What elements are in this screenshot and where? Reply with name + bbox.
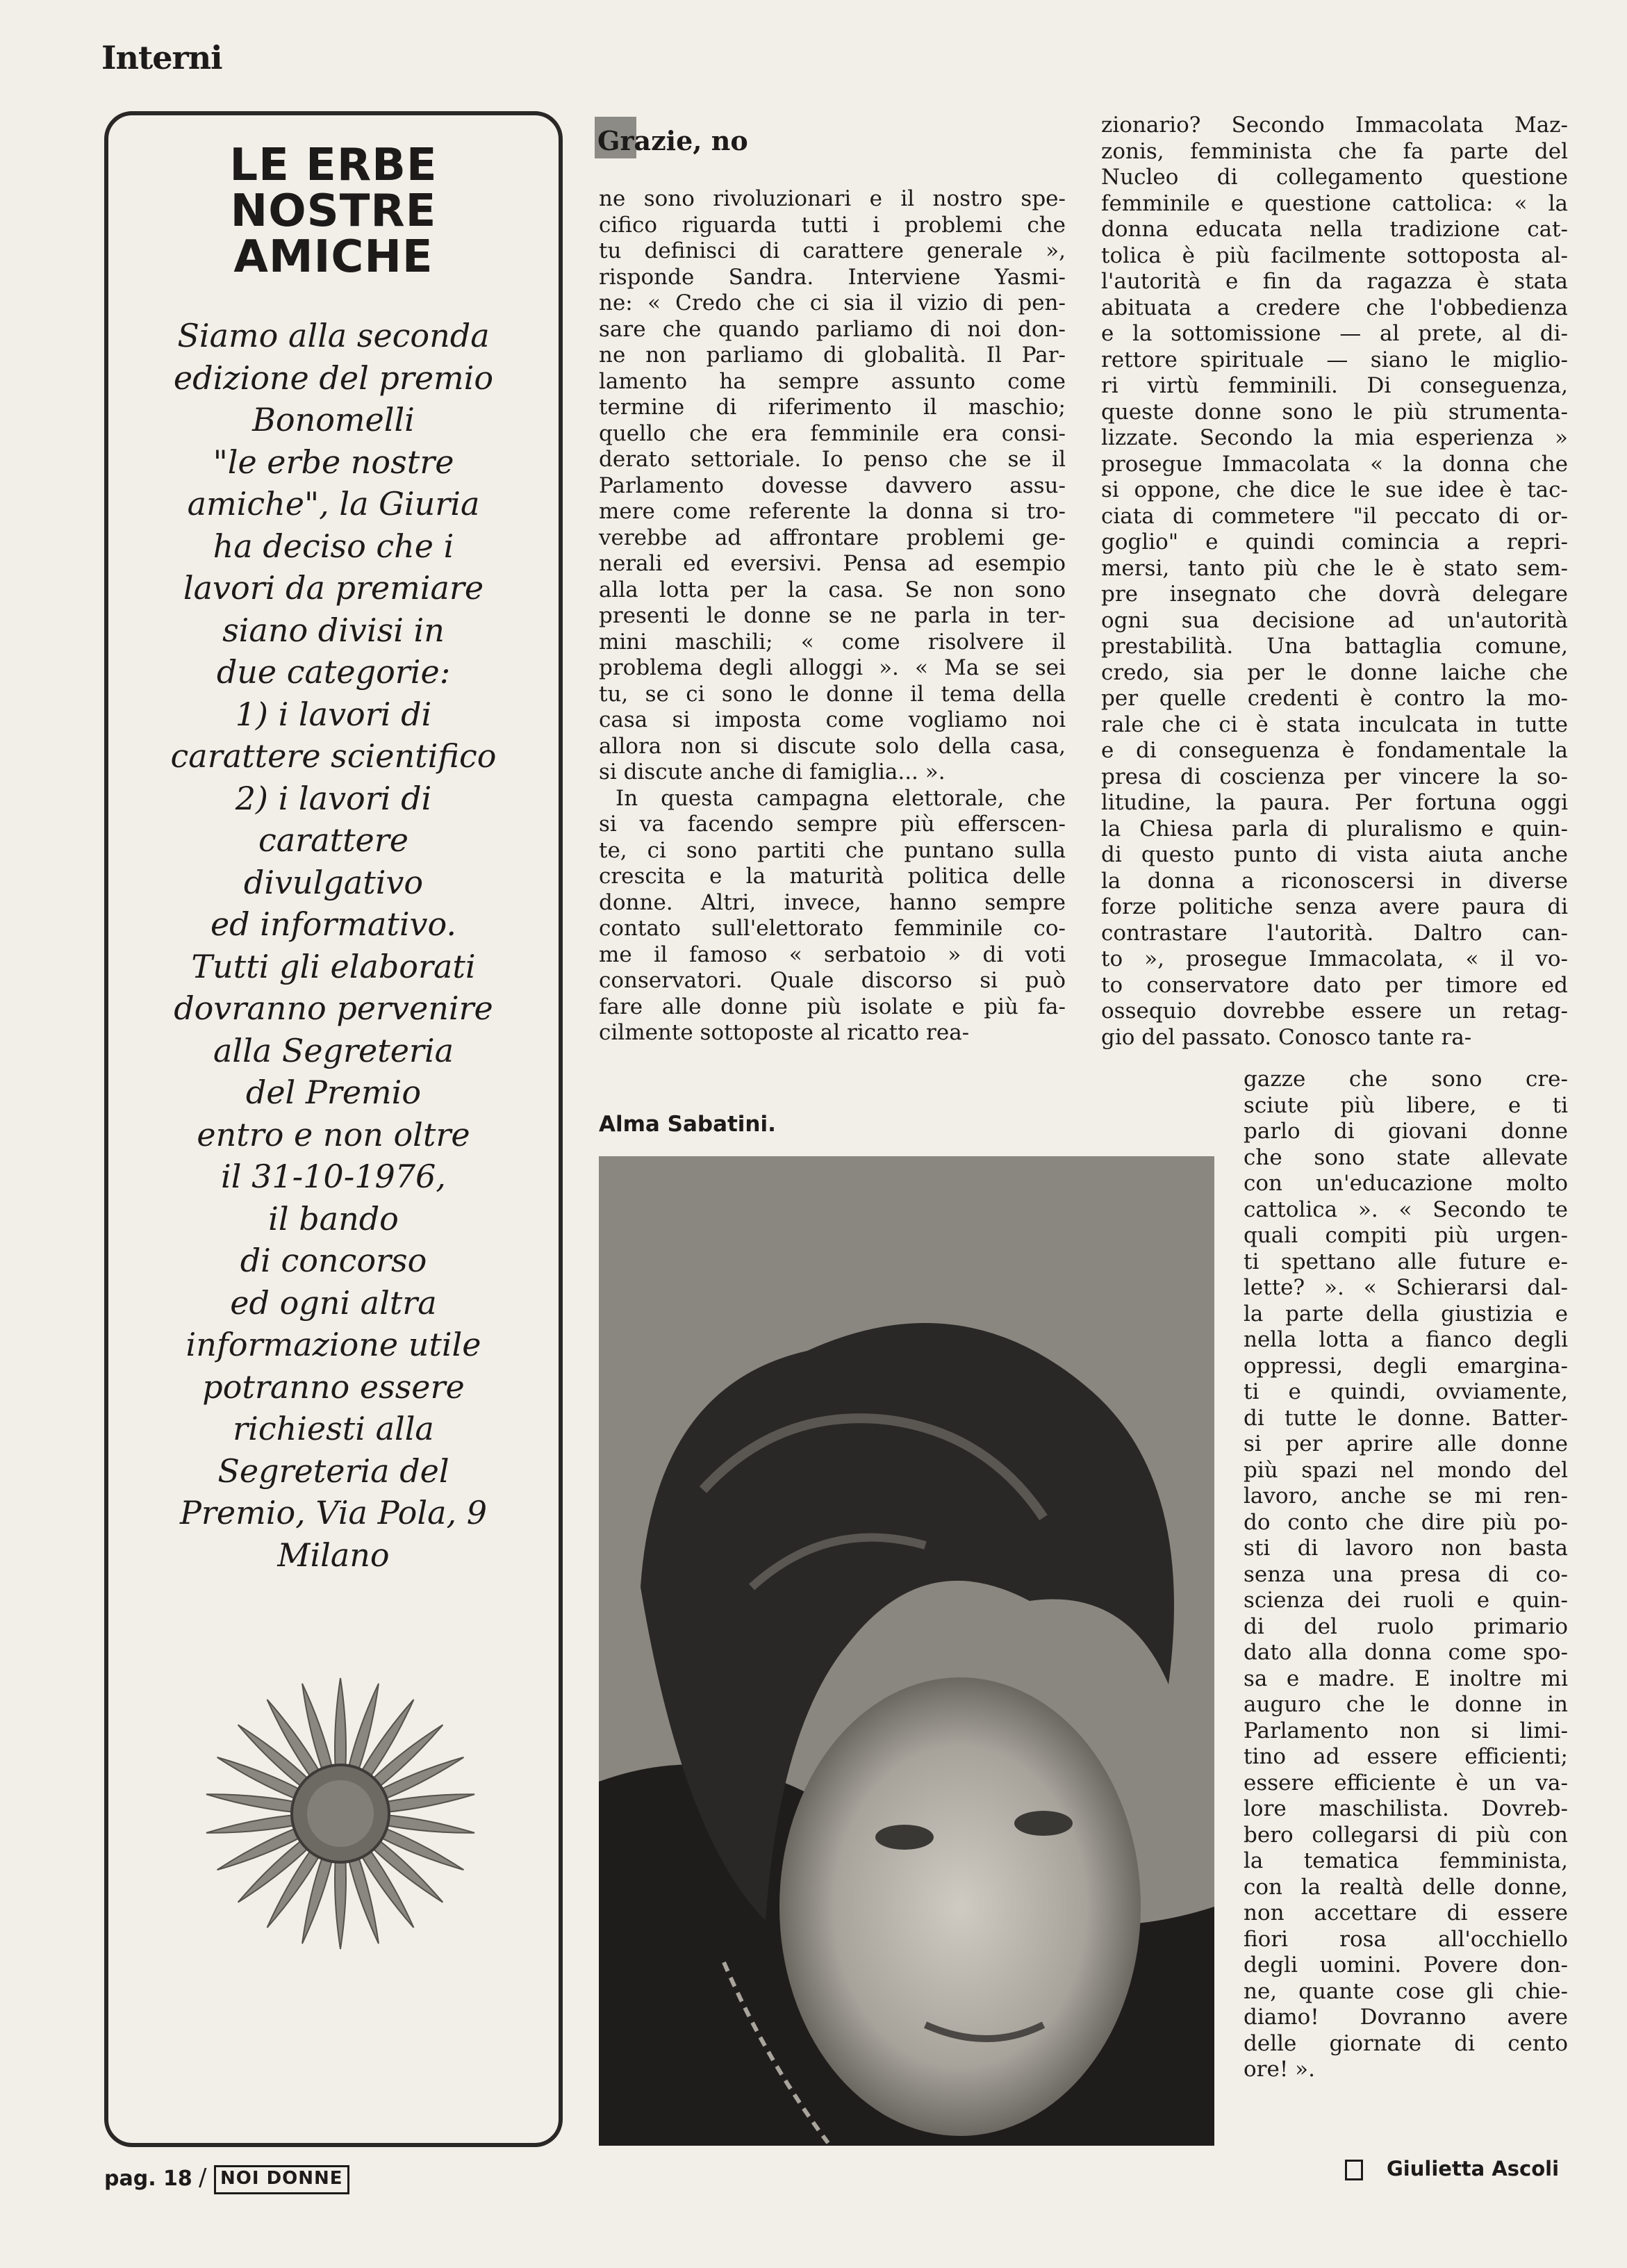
text-line: goglio" e quindi comincia a repri- xyxy=(1101,529,1568,554)
sidebar-text xyxy=(125,315,542,1576)
text-line: dato alla donna come spo- xyxy=(1244,1640,1568,1665)
text-line: degli uomini. Povere don- xyxy=(1244,1953,1568,1978)
text-line: zionario? Secondo Immacolata Maz- xyxy=(1101,113,1568,138)
text-line: la tematica femminista, xyxy=(1244,1848,1568,1873)
text-line: mere come referente la donna si tro- xyxy=(599,499,1066,524)
text-line: dovranno pervenire xyxy=(174,989,493,1027)
text-line: lamento ha sempre assunto come xyxy=(599,368,1066,394)
text-line: si va facendo sempre più efferscen- xyxy=(599,812,1066,837)
text-line: lizzate. Secondo la mia esperienza » xyxy=(1101,425,1568,450)
text-line: Premio, Via Pola, 9 xyxy=(179,1494,488,1531)
text-line: la donna a riconoscersi in diverse xyxy=(1101,868,1568,894)
text-line: cattolica ». « Secondo te xyxy=(1244,1197,1568,1222)
text-line: di questo punto di vista aiuta anche xyxy=(1101,842,1568,867)
text-line: presenti le donne se ne parla in ter- xyxy=(599,603,1066,628)
text-line: litudine, la paura. Per fortuna oggi xyxy=(1101,790,1568,815)
text-line: auguro che le donne in xyxy=(1244,1692,1568,1717)
end-mark-square xyxy=(1345,2160,1363,2180)
text-line: fare alle donne più isolate e più fa- xyxy=(599,994,1066,1019)
text-line: ore! ». xyxy=(1244,2057,1315,2082)
text-line: rale che ci è stata inculcata in tutte xyxy=(1101,712,1568,737)
text-line: sti di lavoro non basta xyxy=(1244,1536,1568,1561)
text-line: do conto che dire più po- xyxy=(1244,1509,1568,1535)
text-line: divulgativo xyxy=(243,863,424,901)
text-line: contato sull'elettorato femminile co- xyxy=(599,916,1066,941)
text-line: tu, se ci sono le donne il tema della xyxy=(599,681,1066,707)
text-line: zonis, femminista che fa parte del xyxy=(1101,138,1568,164)
sidebar-title xyxy=(139,140,528,283)
text-line: mini maschili; « come risolvere il xyxy=(599,629,1066,655)
text-line: te, ci sono partiti che puntano sulla xyxy=(599,837,1066,863)
text-line: con la realtà delle donne, xyxy=(1244,1874,1568,1900)
text-line: to conservatore dato per timore ed xyxy=(1101,972,1568,998)
article-column-right xyxy=(1101,113,1568,1051)
text-line: con un'educazione molto xyxy=(1244,1171,1568,1196)
text-line: "le erbe nostre xyxy=(213,443,454,481)
text-line: la parte della giustizia e xyxy=(1244,1301,1568,1326)
text-line: delle giornate di cento xyxy=(1244,2030,1568,2056)
article-column-middle xyxy=(599,186,1066,1046)
text-line: si oppone, che dice le sue idee è tac- xyxy=(1101,477,1568,502)
text-line: lore maschilista. Dovreb- xyxy=(1244,1796,1568,1821)
text-line: essere efficiente è un va- xyxy=(1244,1770,1568,1796)
text-line: si discute anche di famiglia... ». xyxy=(599,759,945,784)
article-author: Giulietta Ascoli xyxy=(1387,2157,1560,2180)
article-column-right-continued xyxy=(1244,1067,1568,2083)
text-line: fiori rosa all'occhiello xyxy=(1244,1926,1568,1952)
text-line: problema degli alloggi ». « Ma se sei xyxy=(599,655,1066,680)
text-line: donna educata nella tradizione cat- xyxy=(1101,217,1568,242)
text-line: del Premio xyxy=(245,1074,422,1111)
text-line: tino ad essere efficienti; xyxy=(1244,1744,1568,1769)
text-line: potranno essere xyxy=(202,1367,465,1406)
text-line: e di conseguenza è fondamentale la xyxy=(1101,738,1568,763)
text-line: pre insegnato che dovrà delegare xyxy=(1101,582,1568,607)
text-line: me il famoso « serbatoio » di voti xyxy=(599,942,1066,967)
text-line: ciata di commetere "il peccato di or- xyxy=(1101,503,1568,529)
text-line: mersi, tanto più che le è stato sem- xyxy=(1101,555,1568,581)
text-line: donne. Altri, invece, hanno sempre xyxy=(599,889,1066,915)
section-label: Interni xyxy=(101,39,222,76)
text-line: sa e madre. E inoltre mi xyxy=(1244,1666,1568,1691)
portrait-photo xyxy=(599,1156,1214,2146)
text-line: più spazi nel mondo del xyxy=(1244,1457,1568,1483)
text-line: queste donne sono le più strumenta- xyxy=(1101,399,1568,425)
text-line: diamo! Dovranno avere xyxy=(1244,2005,1568,2030)
text-line: prosegue Immacolata « la donna che xyxy=(1101,451,1568,477)
text-line: presa di coscienza per vincere la so- xyxy=(1101,764,1568,789)
text-line: LE ERBE xyxy=(229,140,438,191)
text-line: ti spettano alle future e- xyxy=(1244,1249,1568,1274)
text-line: carattere xyxy=(258,821,408,859)
text-line: ed ogni altra xyxy=(230,1283,437,1322)
text-line: to », prosegue Immacolata, « il vo- xyxy=(1101,946,1568,971)
text-line: scienza dei ruoli e quin- xyxy=(1244,1588,1568,1613)
text-line: amiche", la Giuria xyxy=(187,485,480,523)
text-line: quello che era femminile era consi- xyxy=(599,420,1066,446)
text-line: allora non si discute solo della casa, xyxy=(599,733,1066,759)
text-line: ha deciso che i xyxy=(213,527,454,565)
text-line: tu definisci di carattere generale », xyxy=(599,238,1066,263)
text-line: bero collegarsi di più con xyxy=(1244,1822,1568,1848)
text-line: Parlamento non si limi- xyxy=(1244,1718,1568,1743)
text-line: forze politiche senza avere paura di xyxy=(1101,894,1568,919)
text-line: prestabilità. Una battaglia comune, xyxy=(1101,634,1568,659)
text-line: la Chiesa parla di pluralismo e quin- xyxy=(1101,816,1568,841)
text-line: Siamo alla seconda xyxy=(177,317,490,354)
text-line: ne non parliamo di globalità. Il Par- xyxy=(599,343,1066,368)
text-line: tolica è più facilmente sottoposta al- xyxy=(1101,243,1568,268)
magazine-logo: NOI DONNE xyxy=(214,2165,349,2194)
text-line: Tutti gli elaborati xyxy=(191,947,476,985)
text-line: 2) i lavori di xyxy=(235,779,432,817)
text-line: entro e non oltre xyxy=(197,1115,470,1153)
text-line: In questa campagna elettorale, che xyxy=(616,785,1066,811)
text-line: NOSTRE xyxy=(230,186,437,237)
text-line: carattere scientifico xyxy=(170,737,497,775)
text-line: Bonomelli xyxy=(252,401,415,438)
text-line: ne: « Credo che ci sia il vizio di pen- xyxy=(599,290,1066,315)
text-line: casa si imposta come vogliamo noi xyxy=(599,707,1066,732)
text-line: 1) i lavori di xyxy=(235,695,432,733)
text-line: Milano xyxy=(277,1536,390,1574)
text-line: lette? ». « Schierarsi dal- xyxy=(1244,1275,1568,1300)
page-number: pag. 18 xyxy=(104,2167,192,2191)
text-line: lavoro, anche se mi ren- xyxy=(1244,1484,1568,1509)
text-line: Segreteria del xyxy=(217,1452,449,1490)
text-line: gio del passato. Conosco tante ra- xyxy=(1101,1024,1472,1050)
text-line: Nucleo di collegamento questione xyxy=(1101,165,1568,190)
text-line: sciute più libere, e ti xyxy=(1244,1092,1568,1118)
text-line: derato settoriale. Io penso che se il xyxy=(599,447,1066,472)
footer-separator: / xyxy=(199,2164,207,2192)
text-line: risponde Sandra. Interviene Yasmi- xyxy=(599,264,1066,290)
text-line: ne sono rivoluzionari e il nostro spe- xyxy=(599,186,1066,211)
text-line: cilmente sottoposte al ricatto rea- xyxy=(599,1020,970,1045)
text-line: conservatori. Quale discorso si può xyxy=(599,968,1066,993)
text-line: verebbe ad affrontare problemi ge- xyxy=(599,525,1066,550)
text-line: cifico riguarda tutti i problemi che xyxy=(599,212,1066,238)
text-line: gazze che sono cre- xyxy=(1244,1067,1568,1092)
text-line: il bando xyxy=(268,1199,399,1238)
text-line: due categorie: xyxy=(216,653,451,691)
text-line: nerali ed eversivi. Pensa ad esempio xyxy=(599,551,1066,576)
text-line: oppressi, degli emargina- xyxy=(1244,1353,1568,1379)
text-line: si per aprire alle donne xyxy=(1244,1431,1568,1456)
text-line: Parlamento dovesse davvero assu- xyxy=(599,472,1066,498)
text-line: di concorso xyxy=(240,1242,427,1279)
text-line: senza una presa di co- xyxy=(1244,1561,1568,1587)
text-line: credo, sia per le donne laiche che xyxy=(1101,659,1568,685)
photo-caption: Alma Sabatini. xyxy=(599,1112,776,1137)
text-line: il 31-10-1976, xyxy=(221,1158,446,1195)
text-line: ti e quindi, ovviamente, xyxy=(1244,1379,1568,1404)
text-line: femminile e questione cattolica: « la xyxy=(1101,190,1568,216)
text-line: ed informativo. xyxy=(210,905,457,943)
text-line: per quelle credenti è contro la mo- xyxy=(1101,686,1568,711)
text-line: sare che quando parliamo di noi don- xyxy=(599,316,1066,342)
daisy-flower-image xyxy=(188,1668,493,1959)
text-line: rettore spirituale — siano le miglio- xyxy=(1101,347,1568,372)
text-line: l'autorità e fin da ragazza è stata xyxy=(1101,269,1568,294)
text-line: nella lotta a fianco degli xyxy=(1244,1327,1568,1352)
text-line: termine di riferimento il maschio; xyxy=(599,395,1066,420)
text-line: richiesti alla xyxy=(233,1410,434,1447)
text-line: lavori da premiare xyxy=(183,569,484,607)
text-line: e la sottomissione — al prete, al di- xyxy=(1101,321,1568,346)
text-line: ne, quante cose gli chie- xyxy=(1244,1978,1568,2004)
text-line: AMICHE xyxy=(233,231,433,283)
text-line: di tutte le donne. Batter- xyxy=(1244,1405,1568,1431)
text-line: quali compiti più urgen- xyxy=(1244,1223,1568,1248)
text-line: contrastare l'autorità. Daltro can- xyxy=(1101,920,1568,946)
text-line: ri virtù femminili. Di conseguenza, xyxy=(1101,373,1568,398)
text-line: ossequio dovrebbe essere un retag- xyxy=(1101,999,1568,1024)
text-line: che sono state allevate xyxy=(1244,1144,1568,1170)
text-line: siano divisi in xyxy=(222,611,445,649)
text-line: alla Segreteria xyxy=(213,1031,454,1069)
text-line: informazione utile xyxy=(185,1326,481,1363)
text-line: crescita e la maturità politica delle xyxy=(599,864,1066,889)
text-line: edizione del premio xyxy=(173,359,494,397)
article-heading: Grazie, no xyxy=(597,125,748,156)
text-line: non accettare di essere xyxy=(1244,1900,1568,1925)
text-line: alla lotta per la casa. Se non sono xyxy=(599,577,1066,602)
text-line: ogni sua decisione ad un'autorità xyxy=(1101,607,1568,633)
text-line: abituata a credere che l'obbedienza xyxy=(1101,295,1568,320)
text-line: di del ruolo primario xyxy=(1244,1613,1568,1639)
text-line: parlo di giovani donne xyxy=(1244,1119,1568,1144)
